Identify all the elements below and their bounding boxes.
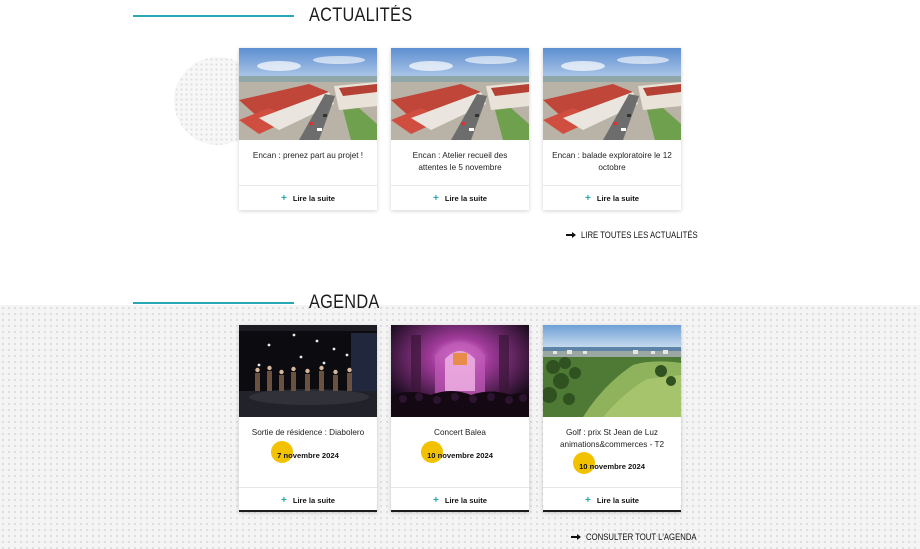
read-more-label: Lire la suite bbox=[596, 194, 640, 203]
agenda-header bbox=[133, 291, 391, 315]
read-more-link[interactable] bbox=[543, 495, 681, 506]
event-date bbox=[543, 456, 681, 476]
all-agenda-link[interactable] bbox=[571, 532, 715, 542]
all-agenda-label: CONSULTER TOUT L'AGENDA bbox=[586, 532, 697, 542]
news-card-image[interactable] bbox=[239, 48, 377, 140]
agenda-card[interactable] bbox=[239, 325, 377, 512]
agenda-section bbox=[0, 292, 920, 549]
agenda-title: AGENDA bbox=[309, 292, 380, 313]
card-divider bbox=[239, 487, 377, 488]
news-card[interactable] bbox=[391, 48, 529, 210]
read-more-label: Lire la suite bbox=[444, 194, 488, 203]
event-date bbox=[239, 445, 377, 465]
read-more-link[interactable] bbox=[543, 193, 681, 204]
arrow-right-icon bbox=[566, 231, 576, 239]
plus-icon: + bbox=[280, 495, 287, 506]
event-date-text: 10 novembre 2024 bbox=[579, 462, 645, 471]
read-more-link[interactable] bbox=[391, 495, 529, 506]
card-divider bbox=[391, 185, 529, 186]
all-news-label: LIRE TOUTES LES ACTUALITÉS bbox=[581, 230, 698, 240]
arrow-right-icon bbox=[571, 533, 581, 541]
card-divider bbox=[239, 185, 377, 186]
news-card-image[interactable] bbox=[391, 48, 529, 140]
read-more-link[interactable] bbox=[391, 193, 529, 204]
news-card[interactable] bbox=[543, 48, 681, 210]
event-image[interactable] bbox=[391, 325, 529, 417]
news-card-title[interactable]: Encan : balade exploratoire le 12 octobre bbox=[552, 151, 672, 172]
read-more-label: Lire la suite bbox=[596, 496, 640, 505]
all-news-link[interactable] bbox=[566, 230, 717, 240]
news-header bbox=[133, 4, 429, 28]
read-more-label: Lire la suite bbox=[292, 496, 336, 505]
plus-icon: + bbox=[432, 495, 439, 506]
plus-icon: + bbox=[584, 495, 591, 506]
agenda-card[interactable] bbox=[543, 325, 681, 512]
plus-icon: + bbox=[432, 193, 439, 204]
event-title[interactable]: Sortie de résidence : Diabolero bbox=[251, 428, 365, 437]
read-more-label: Lire la suite bbox=[292, 194, 336, 203]
agenda-card[interactable] bbox=[391, 325, 529, 512]
event-title[interactable]: Concert Balea bbox=[434, 428, 486, 437]
card-divider bbox=[391, 487, 529, 488]
event-date-text: 10 novembre 2024 bbox=[427, 450, 493, 460]
read-more-link[interactable] bbox=[239, 495, 377, 506]
read-more-link[interactable] bbox=[239, 193, 377, 204]
plus-icon: + bbox=[280, 193, 287, 204]
news-card-image[interactable] bbox=[543, 48, 681, 140]
event-date bbox=[391, 445, 529, 465]
read-more-label: Lire la suite bbox=[444, 496, 488, 505]
event-image[interactable] bbox=[239, 325, 377, 417]
news-title: ACTUALITÉS bbox=[309, 5, 413, 26]
card-divider bbox=[543, 185, 681, 186]
news-card[interactable] bbox=[239, 48, 377, 210]
event-date-text: 7 novembre 2024 bbox=[277, 450, 339, 460]
event-title[interactable]: Golf : prix St Jean de Luz animations&commerces - T2 bbox=[559, 428, 665, 449]
news-card-title[interactable]: Encan : Atelier recueil des attentes le 5 novembre bbox=[412, 151, 508, 172]
event-image[interactable] bbox=[543, 325, 681, 417]
card-divider bbox=[543, 487, 681, 488]
plus-icon: + bbox=[584, 193, 591, 204]
news-card-title[interactable]: Encan : prenez part au projet ! bbox=[252, 151, 364, 160]
section-accent-line bbox=[133, 302, 294, 304]
section-accent-line bbox=[133, 15, 294, 17]
